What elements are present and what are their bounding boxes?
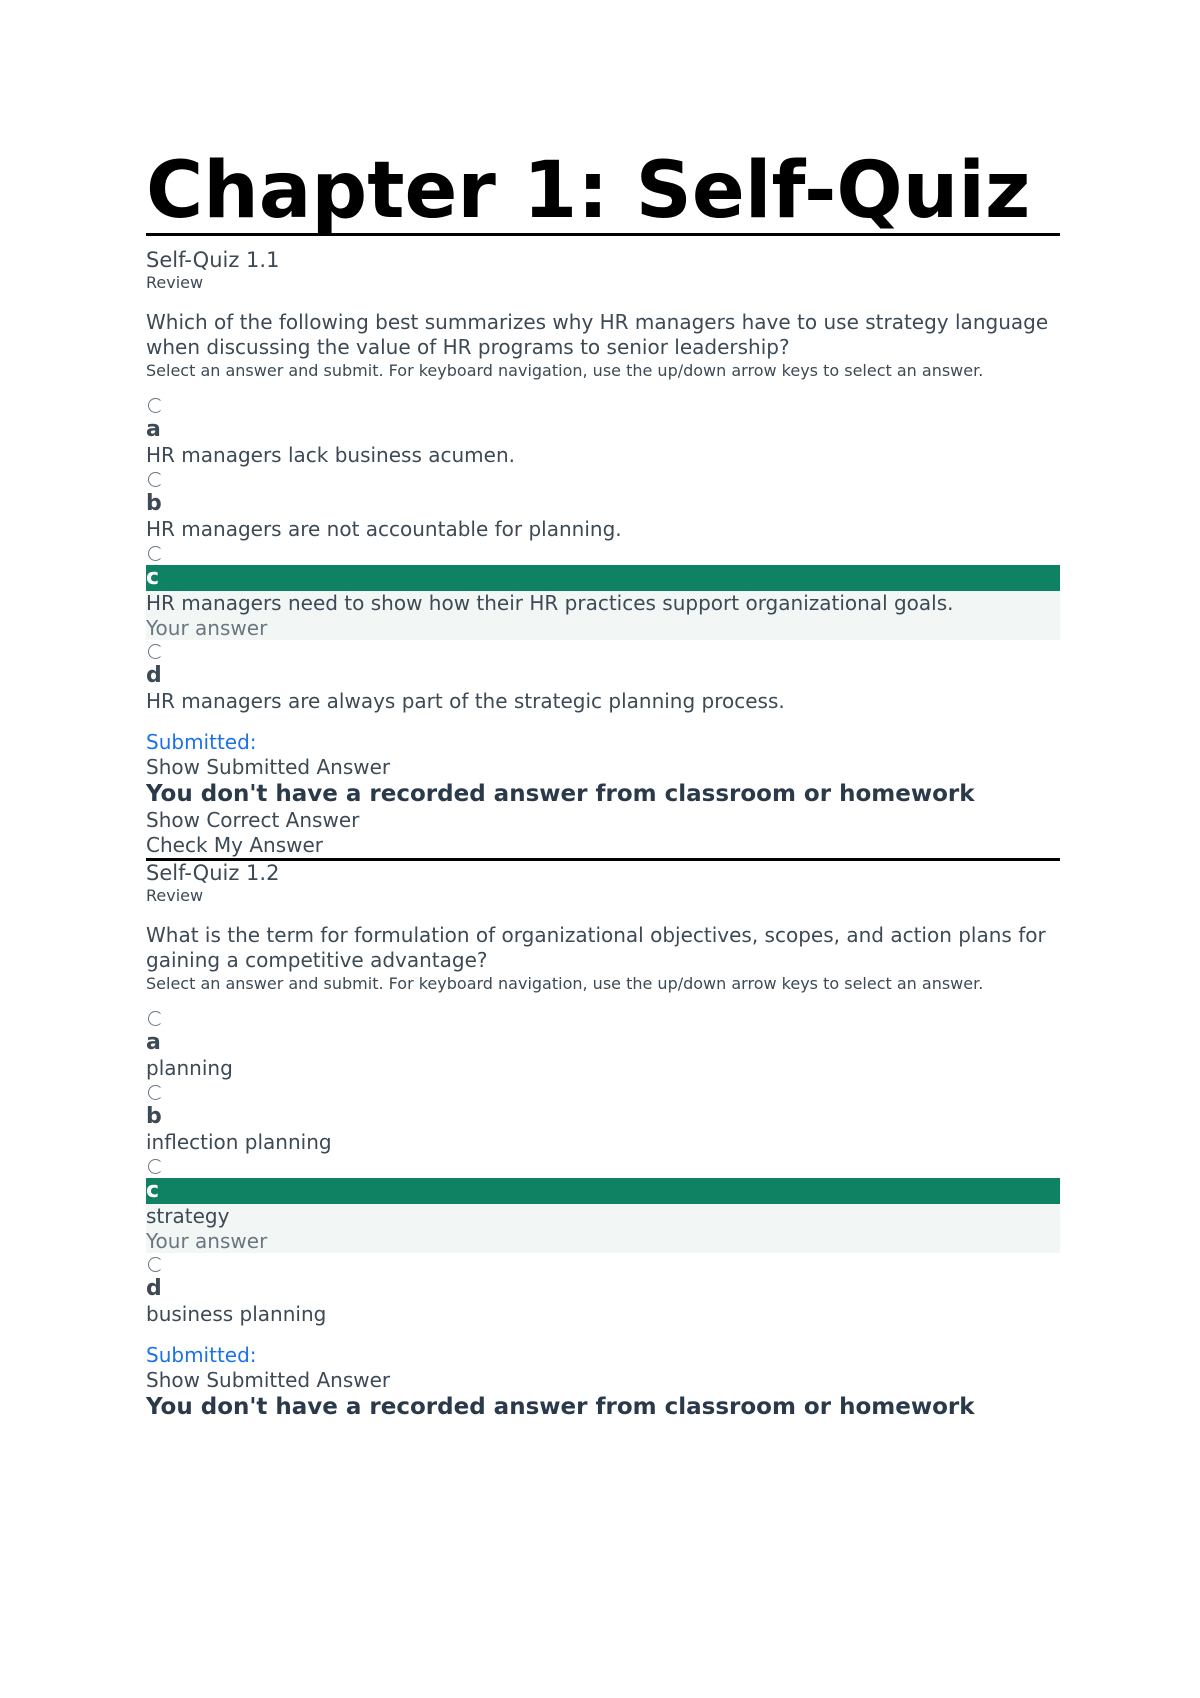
option-text: HR managers are always part of the strategic planning process. [146, 689, 785, 713]
option-letter: c [146, 1178, 1060, 1204]
option-text: business planning [146, 1302, 327, 1326]
quiz-subtitle: Review [146, 886, 204, 905]
document-page [146, 146, 1060, 1421]
quiz-section-1-1 [146, 248, 1060, 858]
option-text: HR managers need to show how their HR practices support organizational goals. [146, 591, 954, 615]
option-text: HR managers are not accountable for planning. [146, 517, 622, 541]
option-d[interactable] [146, 1257, 1060, 1327]
no-recorded-answer-message: You don't have a recorded answer from classroom or homework [146, 1394, 975, 1420]
your-answer-label: Your answer [146, 1229, 268, 1253]
option-letter: b [146, 491, 162, 516]
your-answer-label: Your answer [146, 616, 268, 640]
option-letter: d [146, 1276, 162, 1301]
check-my-answer-button[interactable]: Check My Answer [146, 833, 323, 857]
option-text: inflection planning [146, 1130, 332, 1154]
show-submitted-answer-link[interactable]: Show Submitted Answer [146, 1368, 391, 1392]
option-letter: a [146, 1030, 161, 1055]
option-a[interactable] [146, 1011, 1060, 1081]
answer-options [146, 1011, 1060, 1327]
instruction-text: Select an answer and submit. For keyboard navigation, use the up/down arrow keys to select an answer. [146, 974, 984, 993]
option-letter: a [146, 417, 161, 442]
quiz-title: Self-Quiz 1.1 [146, 248, 280, 272]
no-recorded-answer-message: You don't have a recorded answer from classroom or homework [146, 781, 975, 807]
radio-icon[interactable] [148, 1257, 163, 1272]
radio-icon[interactable] [148, 644, 163, 659]
radio-icon[interactable] [148, 1085, 163, 1100]
question-text: Which of the following best summarizes why HR managers have to use strategy language when discussing the value of HR programs to senior leadership? [146, 310, 1049, 359]
show-correct-answer-link[interactable]: Show Correct Answer [146, 808, 360, 832]
option-text: strategy [146, 1204, 230, 1228]
option-text: planning [146, 1056, 233, 1080]
quiz-title: Self-Quiz 1.2 [146, 861, 280, 885]
option-c[interactable] [146, 546, 1060, 640]
option-b[interactable] [146, 1085, 1060, 1155]
quiz-section-1-2 [146, 861, 1060, 1421]
chapter-title: Chapter 1: Self-Quiz [146, 150, 1060, 236]
option-letter: b [146, 1104, 162, 1129]
option-text: HR managers lack business acumen. [146, 443, 515, 467]
submitted-label: Submitted: [146, 730, 257, 754]
option-letter: c [146, 565, 1060, 591]
option-c[interactable] [146, 1159, 1060, 1253]
option-letter: d [146, 663, 162, 688]
show-submitted-answer-link[interactable]: Show Submitted Answer [146, 755, 391, 779]
radio-icon[interactable] [148, 546, 163, 561]
radio-icon[interactable] [148, 1011, 163, 1026]
radio-icon[interactable] [148, 398, 163, 413]
radio-icon[interactable] [148, 1159, 163, 1174]
submitted-label: Submitted: [146, 1343, 257, 1367]
option-d[interactable] [146, 644, 1060, 714]
option-a[interactable] [146, 398, 1060, 468]
instruction-text: Select an answer and submit. For keyboard navigation, use the up/down arrow keys to select an answer. [146, 361, 984, 380]
option-b[interactable] [146, 472, 1060, 542]
question-text: What is the term for formulation of organizational objectives, scopes, and action plans for gaining a competitive advantage? [146, 923, 1046, 972]
radio-icon[interactable] [148, 472, 163, 487]
quiz-subtitle: Review [146, 273, 204, 292]
answer-options [146, 398, 1060, 714]
